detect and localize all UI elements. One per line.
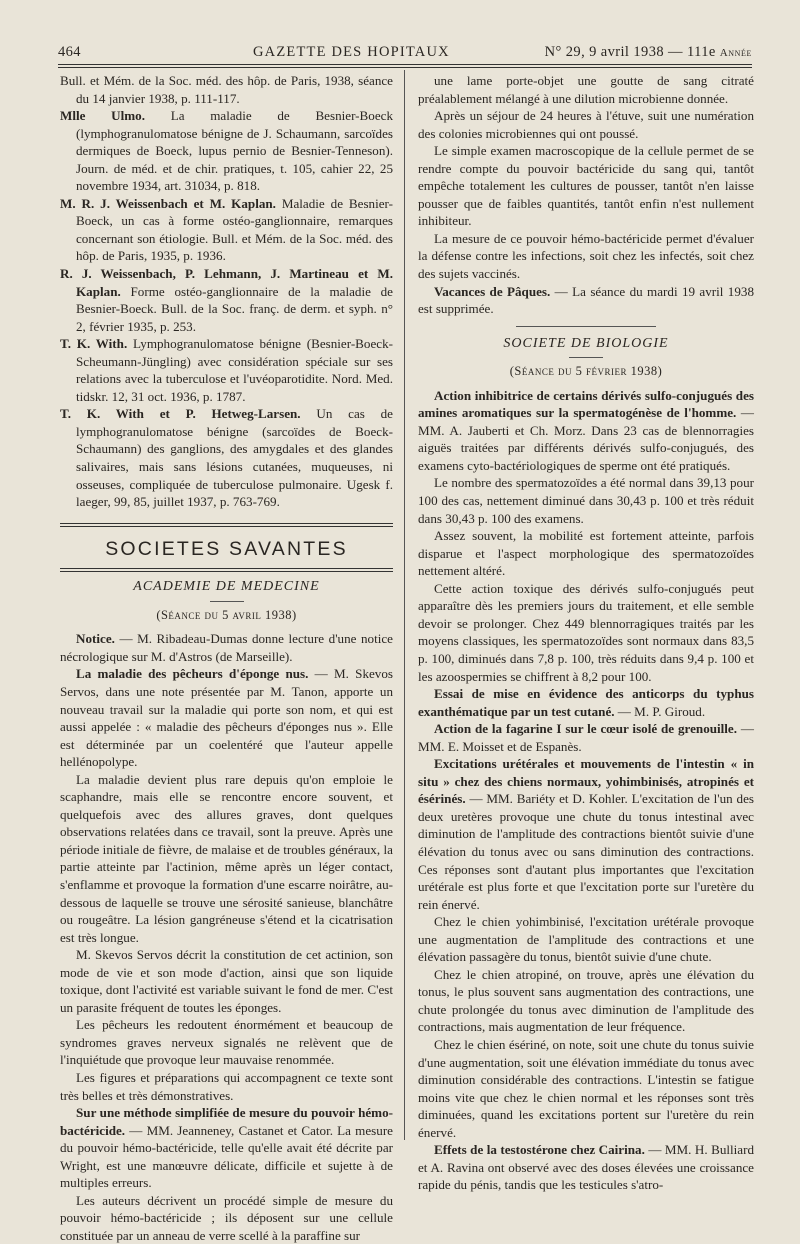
header-rule-2 — [58, 67, 752, 68]
paragraph-body: Chez le chien ésériné, on note, soit une chute du tonus suivie d'une augmentation, soit une élévation immédiate du tonus avec diminution considérable des contractions. L'intestin se fatigue moins vite que chez le chien normal et les réponses sont très diminuées, quand les excitations portent sur l'uretère du rein énervé. — [418, 1036, 754, 1140]
section-rule-bottom — [60, 568, 393, 572]
paragraph — [60, 630, 393, 665]
paragraph — [60, 1192, 393, 1244]
paragraph-lead: Notice. — [76, 631, 115, 647]
reference-item — [60, 72, 393, 107]
issue-info: N° 29, 9 avril 1938 — 111e Année — [544, 44, 752, 60]
paragraph-lead: Excitations urétérales et mouvements de l'intestin « in situ » chez des chiens normaux, yohimbinisés, atropinés et ésérinés. — [418, 756, 754, 807]
paragraph-body: Le simple examen macroscopique de la cellule permet de se rendre compte du pouvoir bactéricide du sang qui, tantôt empêche totalement les cultures de pousser, tantôt n'en laisse pousser que de faibles quantités, tantôt enfin n'est nullement inhibiteur. — [418, 143, 754, 229]
paragraph-body: — MM. E. Moisset et de Espanès. — [418, 721, 754, 754]
paragraph — [60, 665, 393, 770]
journal-title: GAZETTE DES HOPITAUX — [253, 44, 450, 60]
paragraph-body: Maladie de Besnier-Boeck, un cas à forme ostéo-ganglionnaire, remarques concernant son étiologie. Bull. et Mém. de la Soc. méd. des hôp. de Paris, 1935, p. 1936. — [76, 195, 393, 264]
paragraph-body: Lymphogranulomatose bénigne (Besnier-Boeck-Scheumann-Jüngling) avec considération spéciale sur ses relations avec la tuberculose et l'uvéoparotidite. Nord. Med. tidskr. 12, 31 oct. 1936, p. 1787. — [76, 336, 393, 404]
paragraph-body: Le nombre des spermatozoïdes a été normal dans 39,13 pour 100 des cas, nettement diminué dans 30,43 p. 100 et très réduit dans 30,43 p. 100 des examens. — [418, 475, 754, 526]
reference-item — [60, 405, 393, 510]
paragraph — [418, 580, 754, 685]
paragraph — [60, 1069, 393, 1104]
paragraph — [418, 72, 754, 107]
paragraph-body: — La séance du mardi 19 avril 1938 est supprimée. — [418, 283, 754, 317]
paragraph-body: Les auteurs décrivent un procédé simple de mesure du pouvoir hémo-bactéricide ; ils déposent sur une cellule constituée par un anneau de verre scellé à la paraffine sur — [60, 1192, 393, 1243]
paragraph-lead: T. K. With. — [60, 336, 128, 352]
short-rule-3 — [569, 357, 603, 358]
academy-session: (Séance du 5 avril 1938) — [156, 607, 297, 622]
paragraph — [418, 387, 754, 475]
paragraph-body: La mesure de ce pouvoir hémo-bactéricide permet d'évaluer la défense contre les infections, soit chez les infectés, soit chez des sujets vaccinés. — [418, 230, 754, 282]
paragraph-lead: Action inhibitrice de certains dérivés sulfo-conjugués des amines aromatiques sur la spermatogénèse de l'homme. — [418, 387, 754, 421]
page-number: 464 — [58, 44, 81, 60]
section-title: SOCIETES SAVANTES — [105, 537, 348, 560]
paragraph-lead: Mlle Ulmo. — [60, 108, 145, 124]
paragraph-body: — M. P. Giroud. — [614, 703, 706, 719]
paragraph-body: La maladie de Besnier-Boeck (lymphogranulomatose bénigne de J. Schaumann, sarcoïdes dermiques de Boeck, lupus pernio de Besnier-Tenneson). Journ. de méd. et de chir. pratiques, t. 105, cahier 22, 25 novembre 1934, art. 31034, p. 818. — [76, 108, 393, 194]
paragraph-lead: Action de la fagarine I sur le cœur isolé de grenouille. — [434, 721, 738, 737]
paragraph-lead: Vacances de Pâques. — [434, 283, 551, 299]
academy-heading: ACADEMIE DE MEDECINE — [133, 579, 320, 595]
paragraph-body: Chez le chien atropiné, on trouve, après une élévation du tonus, le plus souvent sans augmentation des contractions, une chute prolongée du tonus avec diminution de l'amplitude des contractions, mais augmentation de leur fréquence. — [418, 966, 754, 1035]
paragraph — [418, 720, 754, 755]
paragraph-lead: Sur une méthode simplifiée de mesure du pouvoir hémo-bactéricide. — [60, 1105, 393, 1138]
paragraph — [418, 283, 754, 318]
reference-item — [60, 195, 393, 265]
academy-reports — [60, 630, 393, 1244]
paragraph-body: Les pêcheurs les redoutent énormément et beaucoup de syndromes graves nerveux signalés ne relèvent que de l'inquiétude que provoque leur mauvaise renommée. — [60, 1017, 393, 1068]
paragraph — [418, 474, 754, 527]
paragraph-body: — M. Skevos Servos, dans une note présentée par M. Tanon, apporte un nouveau travail sur la maladie qui porte son nom, et qui est aussi appelée : « maladie des pêcheurs d'éponges nus ». Elle est déterminée par un coelentéré que l'auteur appelle hellénopolype. — [60, 666, 393, 770]
short-rule-2 — [516, 326, 656, 327]
short-rule — [210, 601, 244, 602]
paragraph — [418, 755, 754, 913]
paragraph — [418, 685, 754, 720]
right-column — [418, 72, 755, 1193]
paragraph — [60, 1104, 393, 1192]
biology-heading: SOCIETE DE BIOLOGIE — [503, 335, 669, 351]
biology-session: (Séance du 5 février 1938) — [509, 364, 663, 379]
paragraph-lead: Essai de mise en évidence des anticorps du typhus exanthématique par un test cutané. — [418, 686, 754, 719]
paragraph — [418, 107, 754, 142]
paragraph-body: Cette action toxique des dérivés sulfo-conjugués peut apparaître dès les premiers jours du traitement, et elle semble devoir se prolonger. Chez 449 blennorragiques traités par les moyens classiques, les spermatozoïdes sont normaux dans 83,5 p. 100, diminués dans 7,8 p. 100, très réduits dans 9,4 p. 100 et les azoospermies se chiffrent à 8,2 pour 100. — [418, 580, 754, 684]
paragraph — [418, 527, 754, 580]
paragraph — [418, 1036, 754, 1141]
paragraph-lead: Effets de la testostérone chez Cairina. — [434, 1142, 645, 1158]
paragraph — [60, 946, 393, 1016]
section-rule-top — [60, 523, 393, 527]
paragraph-body: Forme ostéo-ganglionnaire de la maladie de Besnier-Boeck. Bull. de la Soc. franç. de derm. et syph. n° 2, février 1935, p. 253. — [76, 283, 393, 334]
reference-item — [60, 107, 393, 195]
paragraph-body: M. Skevos Servos décrit la constitution de cet actinion, son mode de vie et son mode d'action, ainsi que son liquide toxique, dont l'activité est variable suivant le fond de mer. C'est un parasite fréquent de toutes les éponges. — [60, 947, 393, 1015]
paragraph-lead: R. J. Weissenbach, P. Lehmann, J. Martineau et M. Kaplan. — [60, 266, 393, 299]
academy-reports-cont — [418, 72, 754, 318]
paragraph-body: — MM. Jeanneney, Castanet et Cator. La mesure du pouvoir hémo-bactéricide, telle qu'elle avait été décrite par Wright, est une manœuvre délicate, difficile et sujette à de multiples erreurs. — [60, 1122, 393, 1191]
paragraph-body: Un cas de lymphogranulomatose bénigne (sarcoïdes de Boeck-Schaumann) des ganglions, des amygdales et des glandes salivaires, mais sans lésions cutanées, muqueuses, ni osseuses, compliquée de tuberculose pulmonaire. Ugesk f. laeger, 99, 85, juillet 1937, p. 763-769. — [76, 406, 393, 510]
reference-list — [60, 72, 393, 511]
paragraph — [418, 913, 754, 966]
biology-reports — [418, 387, 754, 1194]
paragraph-lead: T. K. With et P. Hetweg-Larsen. — [60, 406, 301, 422]
page-header — [58, 42, 752, 64]
paragraph — [418, 230, 754, 283]
paragraph-body: — MM. H. Bulliard et A. Ravina ont observé avec des doses élevées une croissance rapide du pénis, tandis que les testicules s'atro- — [418, 1142, 755, 1193]
paragraph-lead: M. R. J. Weissenbach et M. Kaplan. — [60, 195, 276, 211]
paragraph-lead: La maladie des pêcheurs d'éponge nus. — [76, 666, 309, 682]
paragraph — [60, 1016, 393, 1069]
paragraph-body: une lame porte-objet une goutte de sang citraté préalablement mélangé à une dilution microbienne donnée. — [418, 73, 754, 106]
paragraph-body: Chez le chien yohimbinisé, l'excitation urétérale provoque une augmentation de l'amplitude des contractions et une élévation passagère du tonus, bientôt suivie d'une chute. — [418, 914, 754, 965]
header-rule — [58, 64, 752, 65]
paragraph-body: La maladie devient plus rare depuis qu'on emploie le scaphandre, mais elle se rencontre encore souvent, et quelquefois avec des allures graves, dont quelques observations relatées dans ce travail, sont la preuve. Après une période initiale de fièvre, de malaise et de troubles généraux, la partie atteinte par l'actinion, même après un léger contact, s'enflamme et provoque la formation d'une escarre noirâtre, au-dessous de laquelle se trouve une sérosité sanieuse, blanchâtre ou rougeâtre. La lésion gangréneuse s'étend et la cicatrisation est très longue. — [60, 771, 393, 945]
paragraph — [418, 142, 754, 230]
paragraph-body: Après un séjour de 24 heures à l'étuve, suit une numération des colonies microbiennes qui ont poussé. — [418, 108, 754, 141]
paragraph-body: Les figures et préparations qui accompagnent ce texte sont très belles et très démonstratives. — [60, 1069, 393, 1103]
paragraph — [60, 771, 393, 946]
reference-item — [60, 265, 393, 335]
paragraph-body: — MM. A. Jauberti et Ch. Morz. Dans 23 cas de blennorragies aiguës traitées par différents dérivés sulfo-conjugués, des examens cyto-bactériologiques de sperme ont été pratiqués. — [418, 405, 754, 473]
paragraph — [418, 1141, 754, 1194]
reference-item — [60, 335, 393, 405]
paragraph-body: Assez souvent, la mobilité est fortement atteinte, parfois disparue et l'aspect morphologique des spermatozoïdes nettement altéré. — [418, 528, 754, 579]
paragraph-body: Bull. et Mém. de la Soc. méd. des hôp. de Paris, 1938, séance du 14 janvier 1938, p. 111-117. — [60, 73, 393, 106]
column-divider — [404, 70, 405, 1140]
paragraph — [418, 966, 754, 1036]
left-column — [60, 72, 393, 1243]
paragraph-body: — MM. Bariéty et D. Kohler. L'excitation de l'un des deux uretères provoque une chute du tonus intestinal avec diminution de l'amplitude des contractions bientôt suivie d'une élévation du tonus avec ou sans diminution des contractions. Ces réponses sont d'autant plus importantes que l'excitation urétérale est plus forte et que l'excitation porte sur l'uretère du rein énervé. — [418, 791, 754, 912]
paragraph-body: — M. Ribadeau-Dumas donne lecture d'une notice nécrologique sur M. d'Astros (de Marseille). — [60, 631, 393, 664]
